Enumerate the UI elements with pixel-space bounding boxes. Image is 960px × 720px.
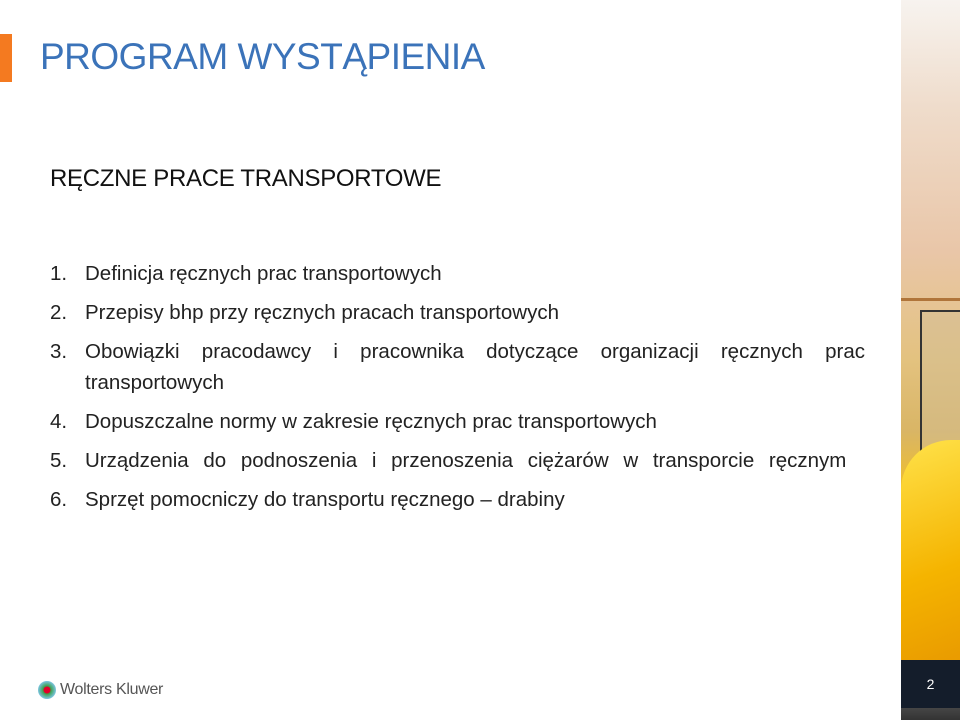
logo-text: Wolters Kluwer xyxy=(60,681,164,698)
list-item xyxy=(50,406,865,437)
item-text: Sprzęt pomocniczy do transportu ręcznego – drabiny xyxy=(85,488,565,511)
slide-title: PROGRAM WYSTĄPIENIA xyxy=(40,36,485,77)
list-item xyxy=(50,484,865,515)
list-item xyxy=(50,336,865,398)
item-number: 2. xyxy=(50,301,68,324)
item-text: Dopuszczalne normy w zakresie ręcznych prac transportowych xyxy=(85,410,657,433)
page-number: 2 xyxy=(901,660,960,708)
item-number: 6. xyxy=(50,488,68,511)
item-number: 3. xyxy=(50,340,68,363)
slide-subtitle: RĘCZNE PRACE TRANSPORTOWE xyxy=(50,165,442,192)
item-text: Obowiązki pracodawcy i pracownika dotyczące organizacji ręcznych prac transportowych xyxy=(85,340,865,394)
item-number: 4. xyxy=(50,410,68,433)
item-text: Urządzenia do podnoszenia i przenoszenia ciężarów w transporcie ręcznym xyxy=(85,449,847,472)
item-number: 5. xyxy=(50,449,68,472)
hard-hat-graphic xyxy=(901,440,960,660)
list-item xyxy=(50,445,865,476)
item-text: Przepisy bhp przy ręcznych pracach transportowych xyxy=(85,301,559,324)
wolters-kluwer-logo xyxy=(38,681,163,699)
globe-logo-icon xyxy=(38,681,56,699)
agenda-list xyxy=(50,258,865,523)
list-item xyxy=(50,258,865,289)
item-text: Definicja ręcznych prac transportowych xyxy=(85,262,442,285)
crane-graphic xyxy=(901,298,960,301)
title-accent-bar xyxy=(0,34,12,82)
item-number: 1. xyxy=(50,262,68,285)
list-item xyxy=(50,297,865,328)
